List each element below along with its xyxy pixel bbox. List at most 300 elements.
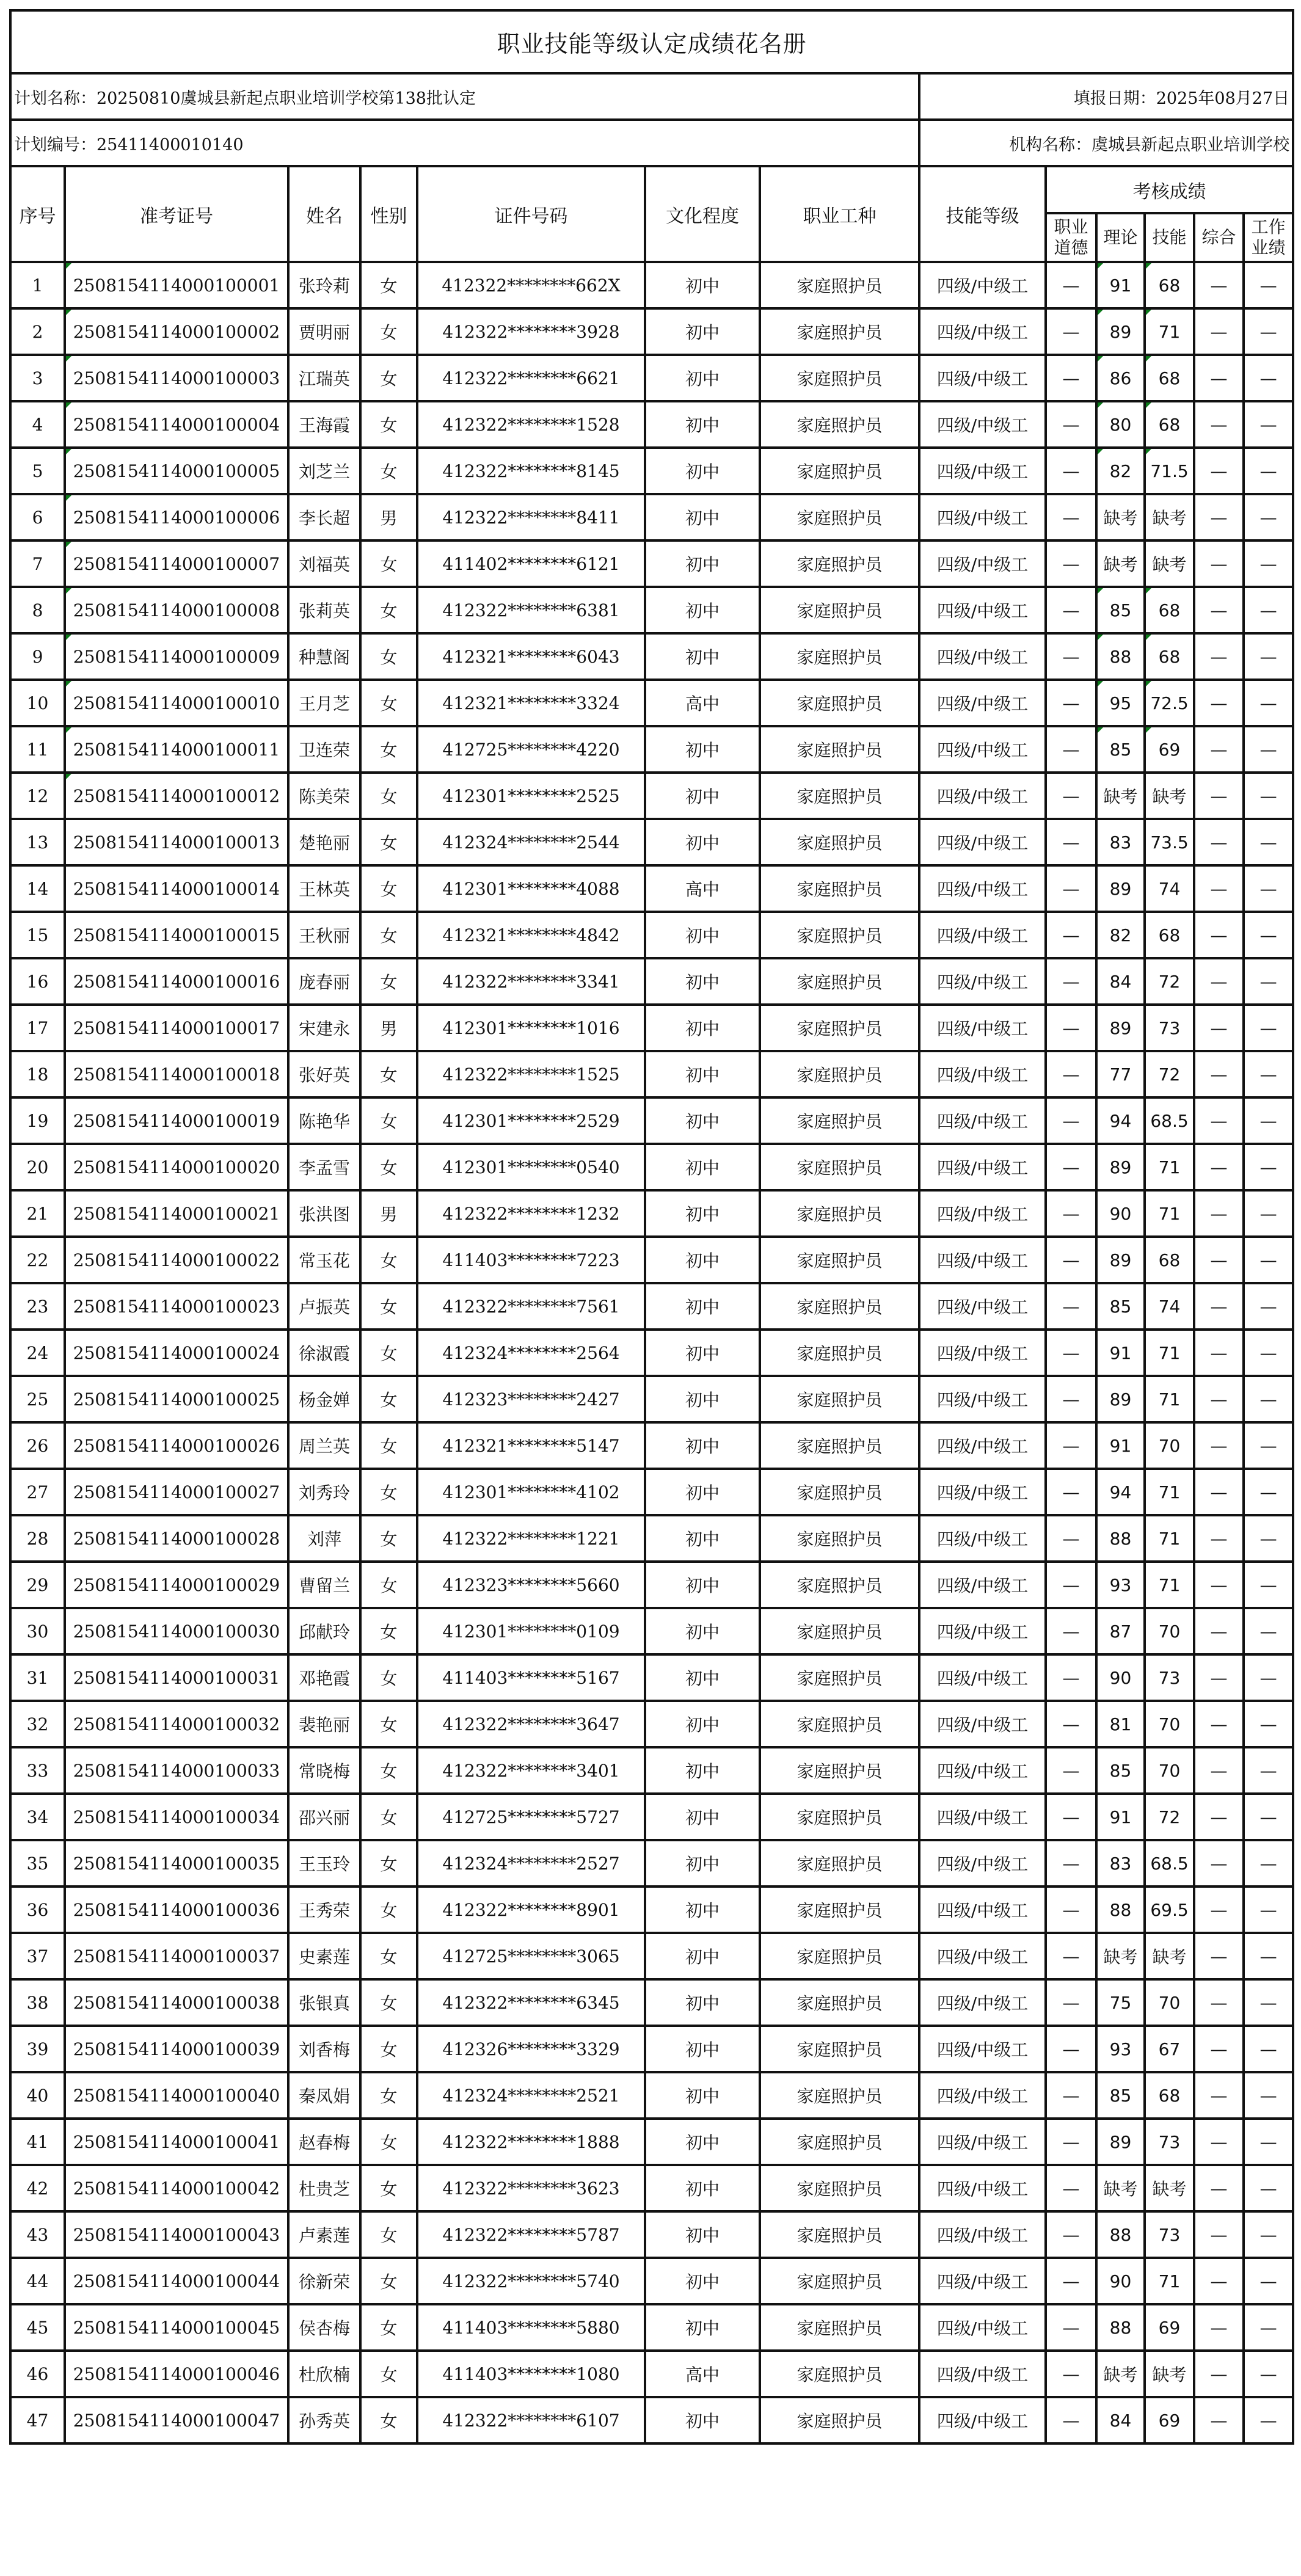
cell-name: 王月芝 (288, 680, 360, 726)
cell-work-performance: — (1244, 1562, 1293, 1608)
table-row (10, 1608, 1293, 1654)
cell-seq: 20 (10, 1144, 65, 1190)
cell-comprehensive: — (1194, 1794, 1244, 1840)
cell-seq: 1 (10, 262, 65, 308)
cell-ethics: — (1046, 1933, 1096, 1979)
cell-education: 初中 (645, 1237, 760, 1283)
cell-name: 常玉花 (288, 1237, 360, 1283)
cell-skill-level: 四级/中级工 (919, 912, 1046, 958)
cell-gender: 女 (360, 1933, 417, 1979)
cell-name: 王玉玲 (288, 1840, 360, 1887)
cell-name: 王秋丽 (288, 912, 360, 958)
cell-ethics: — (1046, 1747, 1096, 1794)
cell-skill-level: 四级/中级工 (919, 1097, 1046, 1144)
cell-work-performance: — (1244, 540, 1293, 587)
cell-skill-level: 四级/中级工 (919, 1376, 1046, 1422)
score-roster-sheet (9, 9, 1292, 2445)
cell-exam-id: 2508154114000100008 (65, 587, 288, 633)
cell-ethics: — (1046, 1237, 1096, 1283)
cell-seq: 22 (10, 1237, 65, 1283)
cell-id-number: 412725********4220 (417, 726, 645, 773)
cell-skill-level: 四级/中级工 (919, 773, 1046, 819)
cell-skill: 73 (1145, 1005, 1194, 1051)
cell-gender: 女 (360, 1654, 417, 1701)
cell-exam-id: 2508154114000100023 (65, 1283, 288, 1330)
cell-theory: 85 (1096, 2072, 1145, 2119)
cell-gender: 女 (360, 912, 417, 958)
cell-comprehensive: — (1194, 1747, 1244, 1794)
cell-id-number: 412301********4088 (417, 865, 645, 912)
cell-comprehensive: — (1194, 1051, 1244, 1097)
cell-gender: 女 (360, 448, 417, 494)
cell-education: 初中 (645, 1701, 760, 1747)
cell-work-performance: — (1244, 865, 1293, 912)
cell-seq: 42 (10, 2165, 65, 2211)
header-gender: 性别 (360, 166, 417, 262)
cell-occupation: 家庭照护员 (760, 680, 919, 726)
cell-occupation: 家庭照护员 (760, 1840, 919, 1887)
cell-work-performance: — (1244, 308, 1293, 355)
cell-skill-level: 四级/中级工 (919, 2211, 1046, 2258)
header-work-performance: 工作业绩 (1244, 213, 1293, 262)
cell-skill: 71 (1145, 1190, 1194, 1237)
table-row (10, 262, 1293, 308)
cell-work-performance: — (1244, 1608, 1293, 1654)
cell-skill-level: 四级/中级工 (919, 401, 1046, 448)
cell-name: 李长超 (288, 494, 360, 540)
cell-comprehensive: — (1194, 1979, 1244, 2026)
cell-ethics: — (1046, 401, 1096, 448)
table-row (10, 1979, 1293, 2026)
cell-skill-level: 四级/中级工 (919, 2351, 1046, 2397)
table-row (10, 1190, 1293, 1237)
cell-comprehensive: — (1194, 540, 1244, 587)
cell-name: 史素莲 (288, 1933, 360, 1979)
table-row (10, 448, 1293, 494)
cell-comprehensive: — (1194, 1933, 1244, 1979)
cell-id-number: 412301********2529 (417, 1097, 645, 1144)
cell-name: 王海霞 (288, 401, 360, 448)
cell-skill: 73 (1145, 2211, 1194, 2258)
cell-name: 邵兴丽 (288, 1794, 360, 1840)
cell-work-performance: — (1244, 1283, 1293, 1330)
cell-seq: 21 (10, 1190, 65, 1237)
cell-skill-level: 四级/中级工 (919, 494, 1046, 540)
cell-skill: 71 (1145, 1330, 1194, 1376)
cell-gender: 女 (360, 633, 417, 680)
cell-gender: 女 (360, 2258, 417, 2304)
cell-gender: 女 (360, 1051, 417, 1097)
cell-seq: 36 (10, 1887, 65, 1933)
cell-exam-id: 2508154114000100002 (65, 308, 288, 355)
cell-comprehensive: — (1194, 2304, 1244, 2351)
cell-comprehensive: — (1194, 2258, 1244, 2304)
cell-ethics: — (1046, 958, 1096, 1005)
table-row (10, 1701, 1293, 1747)
cell-name: 贾明丽 (288, 308, 360, 355)
cell-skill: 74 (1145, 1283, 1194, 1330)
cell-gender: 女 (360, 308, 417, 355)
cell-ethics: — (1046, 1469, 1096, 1515)
cell-ethics: — (1046, 540, 1096, 587)
table-row (10, 2258, 1293, 2304)
cell-seq: 13 (10, 819, 65, 865)
plan-name-label: 计划名称： (14, 89, 97, 108)
cell-comprehensive: — (1194, 1422, 1244, 1469)
cell-theory: 85 (1096, 726, 1145, 773)
cell-skill: 73 (1145, 2119, 1194, 2165)
cell-skill: 71 (1145, 1376, 1194, 1422)
cell-education: 初中 (645, 726, 760, 773)
cell-skill: 71 (1145, 1515, 1194, 1562)
plan-number-value: 25411400010140 (97, 135, 244, 155)
cell-name: 张莉英 (288, 587, 360, 633)
cell-seq: 12 (10, 773, 65, 819)
cell-theory: 90 (1096, 1190, 1145, 1237)
cell-comprehensive: — (1194, 1840, 1244, 1887)
table-row (10, 773, 1293, 819)
cell-gender: 女 (360, 1283, 417, 1330)
cell-ethics: — (1046, 494, 1096, 540)
cell-gender: 女 (360, 1794, 417, 1840)
cell-theory: 89 (1096, 1144, 1145, 1190)
cell-gender: 女 (360, 540, 417, 587)
cell-ethics: — (1046, 912, 1096, 958)
cell-skill-level: 四级/中级工 (919, 1051, 1046, 1097)
report-date-value: 2025年08月27日 (1156, 89, 1290, 108)
cell-skill-level: 四级/中级工 (919, 2026, 1046, 2072)
cell-skill-level: 四级/中级工 (919, 1933, 1046, 1979)
cell-name: 卢素莲 (288, 2211, 360, 2258)
cell-skill-level: 四级/中级工 (919, 1654, 1046, 1701)
cell-theory: 81 (1096, 1701, 1145, 1747)
cell-occupation: 家庭照护员 (760, 587, 919, 633)
cell-skill: 缺考 (1145, 540, 1194, 587)
cell-education: 初中 (645, 1097, 760, 1144)
cell-theory: 94 (1096, 1097, 1145, 1144)
cell-work-performance: — (1244, 448, 1293, 494)
cell-gender: 女 (360, 1237, 417, 1283)
cell-work-performance: — (1244, 2119, 1293, 2165)
cell-occupation: 家庭照护员 (760, 401, 919, 448)
institution-name (919, 120, 1293, 166)
cell-comprehensive: — (1194, 1562, 1244, 1608)
cell-name: 王林英 (288, 865, 360, 912)
cell-work-performance: — (1244, 1097, 1293, 1144)
cell-ethics: — (1046, 2211, 1096, 2258)
cell-work-performance: — (1244, 2397, 1293, 2443)
cell-education: 初中 (645, 262, 760, 308)
cell-occupation: 家庭照护员 (760, 1701, 919, 1747)
cell-seq: 15 (10, 912, 65, 958)
table-row (10, 726, 1293, 773)
cell-gender: 女 (360, 2397, 417, 2443)
cell-seq: 27 (10, 1469, 65, 1515)
cell-gender: 女 (360, 401, 417, 448)
cell-comprehensive: — (1194, 2165, 1244, 2211)
cell-work-performance: — (1244, 1933, 1293, 1979)
header-skill: 技能 (1145, 213, 1194, 262)
cell-name: 邱献玲 (288, 1608, 360, 1654)
cell-id-number: 412322********1232 (417, 1190, 645, 1237)
cell-occupation: 家庭照护员 (760, 1562, 919, 1608)
cell-occupation: 家庭照护员 (760, 1747, 919, 1794)
cell-skill-level: 四级/中级工 (919, 1330, 1046, 1376)
cell-occupation: 家庭照护员 (760, 1283, 919, 1330)
table-row (10, 1376, 1293, 1422)
cell-work-performance: — (1244, 1422, 1293, 1469)
cell-seq: 33 (10, 1747, 65, 1794)
cell-name: 常晓梅 (288, 1747, 360, 1794)
cell-skill: 73.5 (1145, 819, 1194, 865)
cell-seq: 6 (10, 494, 65, 540)
cell-skill: 70 (1145, 1422, 1194, 1469)
cell-exam-id: 2508154114000100021 (65, 1190, 288, 1237)
cell-comprehensive: — (1194, 1283, 1244, 1330)
cell-education: 初中 (645, 1979, 760, 2026)
cell-skill-level: 四级/中级工 (919, 726, 1046, 773)
cell-seq: 44 (10, 2258, 65, 2304)
cell-ethics: — (1046, 1190, 1096, 1237)
cell-exam-id: 2508154114000100016 (65, 958, 288, 1005)
cell-gender: 女 (360, 1422, 417, 1469)
cell-education: 初中 (645, 1933, 760, 1979)
cell-occupation: 家庭照护员 (760, 2211, 919, 2258)
cell-exam-id: 2508154114000100040 (65, 2072, 288, 2119)
cell-occupation: 家庭照护员 (760, 819, 919, 865)
cell-seq: 32 (10, 1701, 65, 1747)
cell-occupation: 家庭照护员 (760, 912, 919, 958)
cell-education: 高中 (645, 865, 760, 912)
cell-skill: 70 (1145, 1979, 1194, 2026)
cell-skill-level: 四级/中级工 (919, 448, 1046, 494)
cell-occupation: 家庭照护员 (760, 1515, 919, 1562)
cell-skill-level: 四级/中级工 (919, 1144, 1046, 1190)
header-name: 姓名 (288, 166, 360, 262)
cell-exam-id: 2508154114000100004 (65, 401, 288, 448)
cell-skill-level: 四级/中级工 (919, 2165, 1046, 2211)
cell-comprehensive: — (1194, 448, 1244, 494)
cell-ethics: — (1046, 1097, 1096, 1144)
cell-name: 张玲莉 (288, 262, 360, 308)
cell-id-number: 411403********7223 (417, 1237, 645, 1283)
cell-theory: 89 (1096, 308, 1145, 355)
cell-skill: 70 (1145, 1608, 1194, 1654)
cell-skill: 69 (1145, 2304, 1194, 2351)
cell-seq: 35 (10, 1840, 65, 1887)
cell-skill-level: 四级/中级工 (919, 1469, 1046, 1515)
cell-gender: 女 (360, 1562, 417, 1608)
cell-id-number: 412323********2427 (417, 1376, 645, 1422)
cell-id-number: 412324********2527 (417, 1840, 645, 1887)
cell-exam-id: 2508154114000100001 (65, 262, 288, 308)
cell-id-number: 412322********6621 (417, 355, 645, 401)
cell-exam-id: 2508154114000100025 (65, 1376, 288, 1422)
cell-name: 孙秀英 (288, 2397, 360, 2443)
cell-skill-level: 四级/中级工 (919, 1747, 1046, 1794)
cell-exam-id: 2508154114000100014 (65, 865, 288, 912)
table-row (10, 1422, 1293, 1469)
cell-id-number: 412322********3647 (417, 1701, 645, 1747)
cell-exam-id: 2508154114000100003 (65, 355, 288, 401)
cell-gender: 男 (360, 494, 417, 540)
cell-skill-level: 四级/中级工 (919, 1515, 1046, 1562)
cell-id-number: 412301********1016 (417, 1005, 645, 1051)
cell-gender: 女 (360, 262, 417, 308)
cell-work-performance: — (1244, 819, 1293, 865)
cell-ethics: — (1046, 633, 1096, 680)
cell-seq: 37 (10, 1933, 65, 1979)
cell-skill-level: 四级/中级工 (919, 355, 1046, 401)
cell-exam-id: 2508154114000100031 (65, 1654, 288, 1701)
cell-exam-id: 2508154114000100046 (65, 2351, 288, 2397)
cell-theory: 87 (1096, 1608, 1145, 1654)
cell-seq: 16 (10, 958, 65, 1005)
cell-occupation: 家庭照护员 (760, 1887, 919, 1933)
cell-theory: 82 (1096, 448, 1145, 494)
cell-gender: 女 (360, 2165, 417, 2211)
cell-id-number: 412322********3623 (417, 2165, 645, 2211)
cell-name: 江瑞英 (288, 355, 360, 401)
institution-value: 虞城县新起点职业培训学校 (1091, 135, 1290, 155)
cell-ethics: — (1046, 1283, 1096, 1330)
cell-id-number: 412322********1221 (417, 1515, 645, 1562)
cell-id-number: 412323********5660 (417, 1562, 645, 1608)
table-row (10, 633, 1293, 680)
table-row (10, 355, 1293, 401)
cell-theory: 88 (1096, 2304, 1145, 2351)
cell-comprehensive: — (1194, 2397, 1244, 2443)
cell-skill-level: 四级/中级工 (919, 1794, 1046, 1840)
cell-work-performance: — (1244, 2165, 1293, 2211)
cell-education: 初中 (645, 494, 760, 540)
cell-seq: 39 (10, 2026, 65, 2072)
cell-skill: 68 (1145, 1237, 1194, 1283)
cell-skill-level: 四级/中级工 (919, 633, 1046, 680)
cell-seq: 43 (10, 2211, 65, 2258)
cell-education: 初中 (645, 448, 760, 494)
cell-education: 高中 (645, 2351, 760, 2397)
cell-skill: 71.5 (1145, 448, 1194, 494)
cell-id-number: 412321********6043 (417, 633, 645, 680)
table-row (10, 680, 1293, 726)
cell-seq: 31 (10, 1654, 65, 1701)
cell-name: 陈美荣 (288, 773, 360, 819)
header-comprehensive: 综合 (1194, 213, 1244, 262)
cell-occupation: 家庭照护员 (760, 958, 919, 1005)
cell-gender: 女 (360, 2304, 417, 2351)
cell-id-number: 412322********3401 (417, 1747, 645, 1794)
header-education: 文化程度 (645, 166, 760, 262)
cell-comprehensive: — (1194, 1608, 1244, 1654)
cell-theory: 93 (1096, 2026, 1145, 2072)
cell-name: 周兰英 (288, 1422, 360, 1469)
cell-skill-level: 四级/中级工 (919, 2072, 1046, 2119)
cell-comprehensive: — (1194, 494, 1244, 540)
cell-work-performance: — (1244, 773, 1293, 819)
cell-occupation: 家庭照护员 (760, 633, 919, 680)
cell-ethics: — (1046, 2397, 1096, 2443)
cell-skill: 72 (1145, 1051, 1194, 1097)
cell-ethics: — (1046, 1562, 1096, 1608)
cell-id-number: 412324********2544 (417, 819, 645, 865)
table-row (10, 1237, 1293, 1283)
cell-skill-level: 四级/中级工 (919, 262, 1046, 308)
table-row (10, 865, 1293, 912)
cell-education: 初中 (645, 2119, 760, 2165)
cell-comprehensive: — (1194, 1097, 1244, 1144)
cell-comprehensive: — (1194, 2211, 1244, 2258)
cell-seq: 30 (10, 1608, 65, 1654)
table-row (10, 912, 1293, 958)
cell-gender: 女 (360, 958, 417, 1005)
cell-skill: 74 (1145, 865, 1194, 912)
cell-skill-level: 四级/中级工 (919, 1237, 1046, 1283)
cell-ethics: — (1046, 2072, 1096, 2119)
cell-id-number: 412324********2521 (417, 2072, 645, 2119)
cell-education: 初中 (645, 1283, 760, 1330)
cell-skill: 68 (1145, 355, 1194, 401)
cell-skill: 68 (1145, 2072, 1194, 2119)
cell-occupation: 家庭照护员 (760, 2351, 919, 2397)
cell-work-performance: — (1244, 587, 1293, 633)
cell-theory: 85 (1096, 1747, 1145, 1794)
cell-exam-id: 2508154114000100042 (65, 2165, 288, 2211)
table-row (10, 2026, 1293, 2072)
cell-work-performance: — (1244, 1654, 1293, 1701)
cell-theory: 缺考 (1096, 773, 1145, 819)
cell-exam-id: 2508154114000100039 (65, 2026, 288, 2072)
cell-ethics: — (1046, 262, 1096, 308)
cell-skill-level: 四级/中级工 (919, 1562, 1046, 1608)
cell-skill-level: 四级/中级工 (919, 308, 1046, 355)
cell-occupation: 家庭照护员 (760, 1469, 919, 1515)
cell-ethics: — (1046, 1051, 1096, 1097)
cell-skill: 69 (1145, 2397, 1194, 2443)
cell-theory: 82 (1096, 912, 1145, 958)
cell-ethics: — (1046, 2351, 1096, 2397)
cell-seq: 7 (10, 540, 65, 587)
cell-skill: 70 (1145, 1747, 1194, 1794)
table-row (10, 1469, 1293, 1515)
cell-skill-level: 四级/中级工 (919, 1701, 1046, 1747)
cell-education: 初中 (645, 2072, 760, 2119)
cell-comprehensive: — (1194, 587, 1244, 633)
cell-id-number: 412322********8901 (417, 1887, 645, 1933)
cell-skill: 71 (1145, 1469, 1194, 1515)
cell-theory: 86 (1096, 355, 1145, 401)
header-seq: 序号 (10, 166, 65, 262)
cell-work-performance: — (1244, 1330, 1293, 1376)
cell-work-performance: — (1244, 1190, 1293, 1237)
cell-id-number: 412326********3329 (417, 2026, 645, 2072)
cell-work-performance: — (1244, 1376, 1293, 1422)
cell-seq: 9 (10, 633, 65, 680)
cell-seq: 45 (10, 2304, 65, 2351)
cell-theory: 89 (1096, 1237, 1145, 1283)
cell-occupation: 家庭照护员 (760, 1330, 919, 1376)
cell-seq: 23 (10, 1283, 65, 1330)
cell-theory: 缺考 (1096, 540, 1145, 587)
cell-work-performance: — (1244, 2258, 1293, 2304)
header-skill-level: 技能等级 (919, 166, 1046, 262)
cell-name: 杨金婵 (288, 1376, 360, 1422)
cell-education: 初中 (645, 1422, 760, 1469)
cell-name: 秦凤娟 (288, 2072, 360, 2119)
cell-id-number: 412322********8411 (417, 494, 645, 540)
cell-education: 初中 (645, 587, 760, 633)
cell-education: 初中 (645, 1469, 760, 1515)
